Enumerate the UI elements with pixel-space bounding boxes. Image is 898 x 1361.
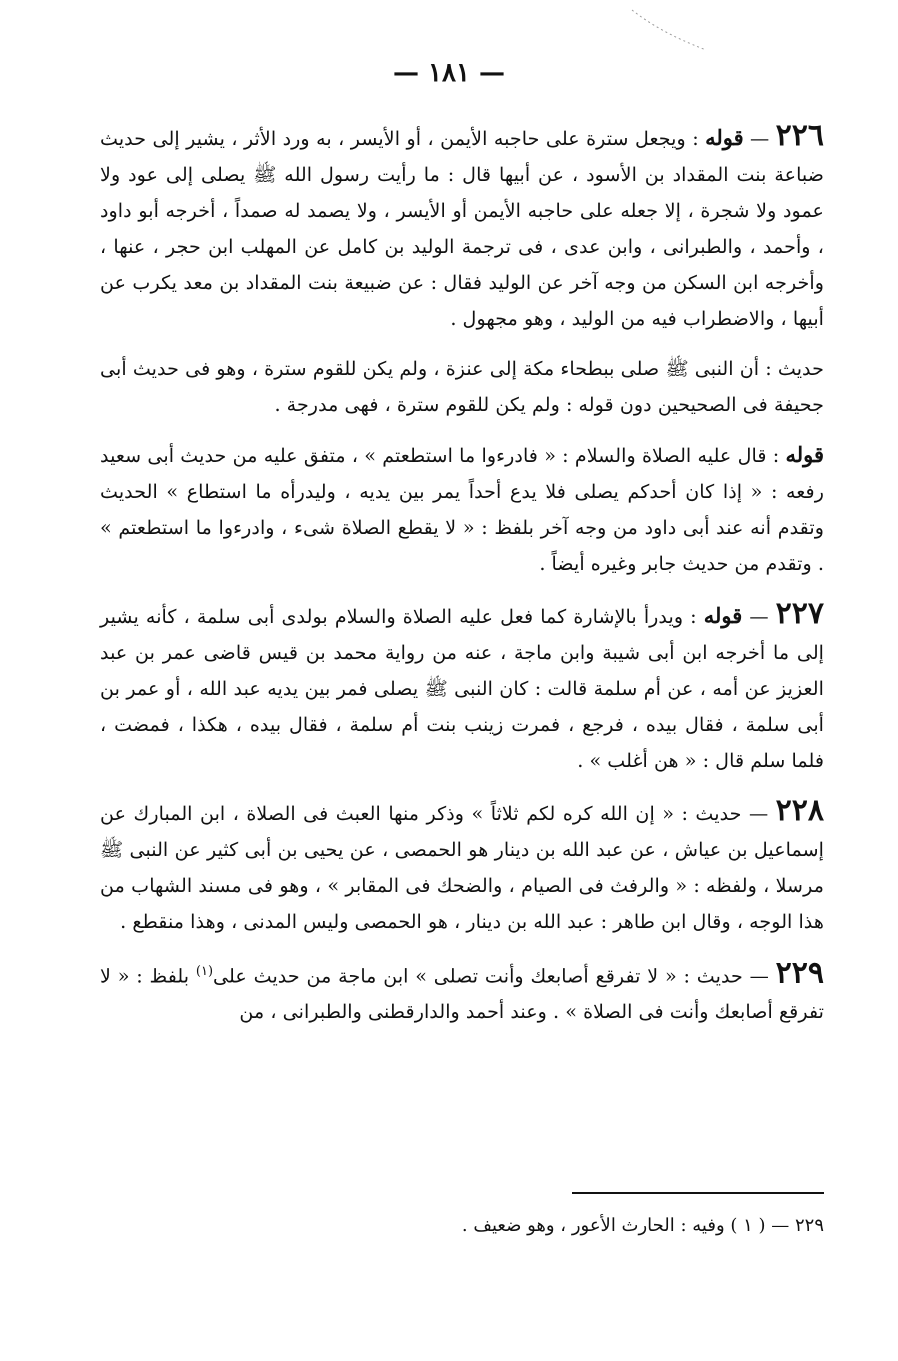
keyword-qawluh: قوله [703,603,743,628]
footnote-divider [572,1192,824,1194]
paragraph-226 [100,118,824,337]
entry-number: ٢٢٩ [775,955,824,991]
paragraph-229 [100,954,824,1030]
paragraph-text: : قال عليه الصلاة والسلام : « فادرءوا ما استطعتم » ، متفق عليه من حديث أبى سعيد رفعه : « إذا كان أحدكم يصلى فلا يدع أحداً يمر بين يديه ، وليدرأه ما استطاع » الحديث وتقدم أنه عند أبى داود من وجه آخر بلفظ : « لا يقطع الصلاة شىء ، وادرءوا ما استطعتم » . وتقدم من حديث جابر وغيره أيضاً . [100,444,824,575]
entry-dash: — [743,127,776,150]
entry-dash: — [741,802,776,825]
page-number: — ١٨١ — [392,58,506,88]
entry-dash: — [742,964,776,988]
paragraph-text: : ويجعل سترة على حاجبه الأيمن ، أو الأيسر ، به ورد الأثر ، يشير إلى حديث ضباعة بنت المقداد بن الأسود ، عن أبيها قال : ما رأيت رسول الله ﷺ يصلى إلى عود ولا عمود ولا شجرة ، إلا جعله على حاجبه الأيمن أو الأيسر ، ولا يصمد له صمداً ، أخرجه أبو داود ، وأحمد ، والطبرانى ، وابن عدى ، فى ترجمة الوليد بن كامل عن المهلب ابن حجر ، عنها ، وأخرجه ابن السكن من وجه آخر عن الوليد فقال : عن ضبيعة بنت المقداد بن معد يكرب عن أبيها ، والاضطراب فيه من الوليد ، وهو مجهول . [100,127,824,330]
paragraph-227 [100,596,824,779]
entry-number: ٢٢٨ [775,793,824,828]
paragraph-text-continued: بلفظ : « لا تفرقع أصابعك وأنت فى الصلاة » . وعند أحمد والدارقطنى والطبرانى ، من [100,964,824,1024]
footnote-reference[interactable]: (١) [195,964,214,979]
keyword-qawluh: قوله [705,125,744,150]
entry-number: ٢٢٧ [775,596,825,631]
paragraph-hadith-anaza [100,351,824,423]
paragraph-text: : ويدرأ بالإشارة كما فعل عليه الصلاة والسلام بولدى أبى سلمة ، كأنه يشير إلى ما أخرجه ابن أبى شيبة وابن ماجة ، عنه من رواية محمد بن قيس قاضى عمر بن عبد العزيز عن أمه ، عن أم سلمة قالت : كان النبى ﷺ يصلى فمر بين يديه عبد الله ، أو عمر بن أبى سلمة ، فقال بيده ، فرجع ، فمرت زينب بنت أم سلمة ، فقال بيده ، هكذا ، فمضت ، فلما سلم قال : « هن أغلب » . [100,605,824,772]
entry-dash: — [742,605,776,628]
scan-corner-mark [630,6,710,56]
paragraph-text: حديث : « لا تفرقع أصابعك وأنت تصلى » ابن ماجة من حديث على [213,964,743,988]
paragraph-228 [100,793,824,940]
paragraph-text: حديث : أن النبى ﷺ صلى ببطحاء مكة إلى عنزة ، ولم يكن للقوم سترة ، وهو فى حديث أبى جحيفة فى الصحيحين دون قوله : ولم يكن للقوم سترة ، فهى مدرجة . [100,357,824,416]
keyword-qawluh: قوله [785,442,824,467]
paragraph-fadrau [100,437,824,582]
paragraph-text: حديث : « إن الله كره لكم ثلاثاً » وذكر منها العبث فى الصلاة ، ابن المبارك عن إسماعيل بن عياش ، عن عبد الله بن دينار هو الحمصى ، عن يحيى بن أبى كثير عن النبى ﷺ مرسلا ، ولفظه : « والرفث فى الصيام ، والضحك فى المقابر » ، وهو فى مسند الشهاب من هذا الوجه ، وقال ابن طاهر : عبد الله بن دينار ، هو الحمصى وليس المدنى ، وهذا منقطع . [100,802,825,933]
footnote: ٢٢٩ — ( ١ ) وفيه : الحارث الأعور ، وهو ضعيف . [461,1215,824,1236]
entry-number: ٢٢٦ [775,118,825,153]
body-text [100,118,824,1044]
